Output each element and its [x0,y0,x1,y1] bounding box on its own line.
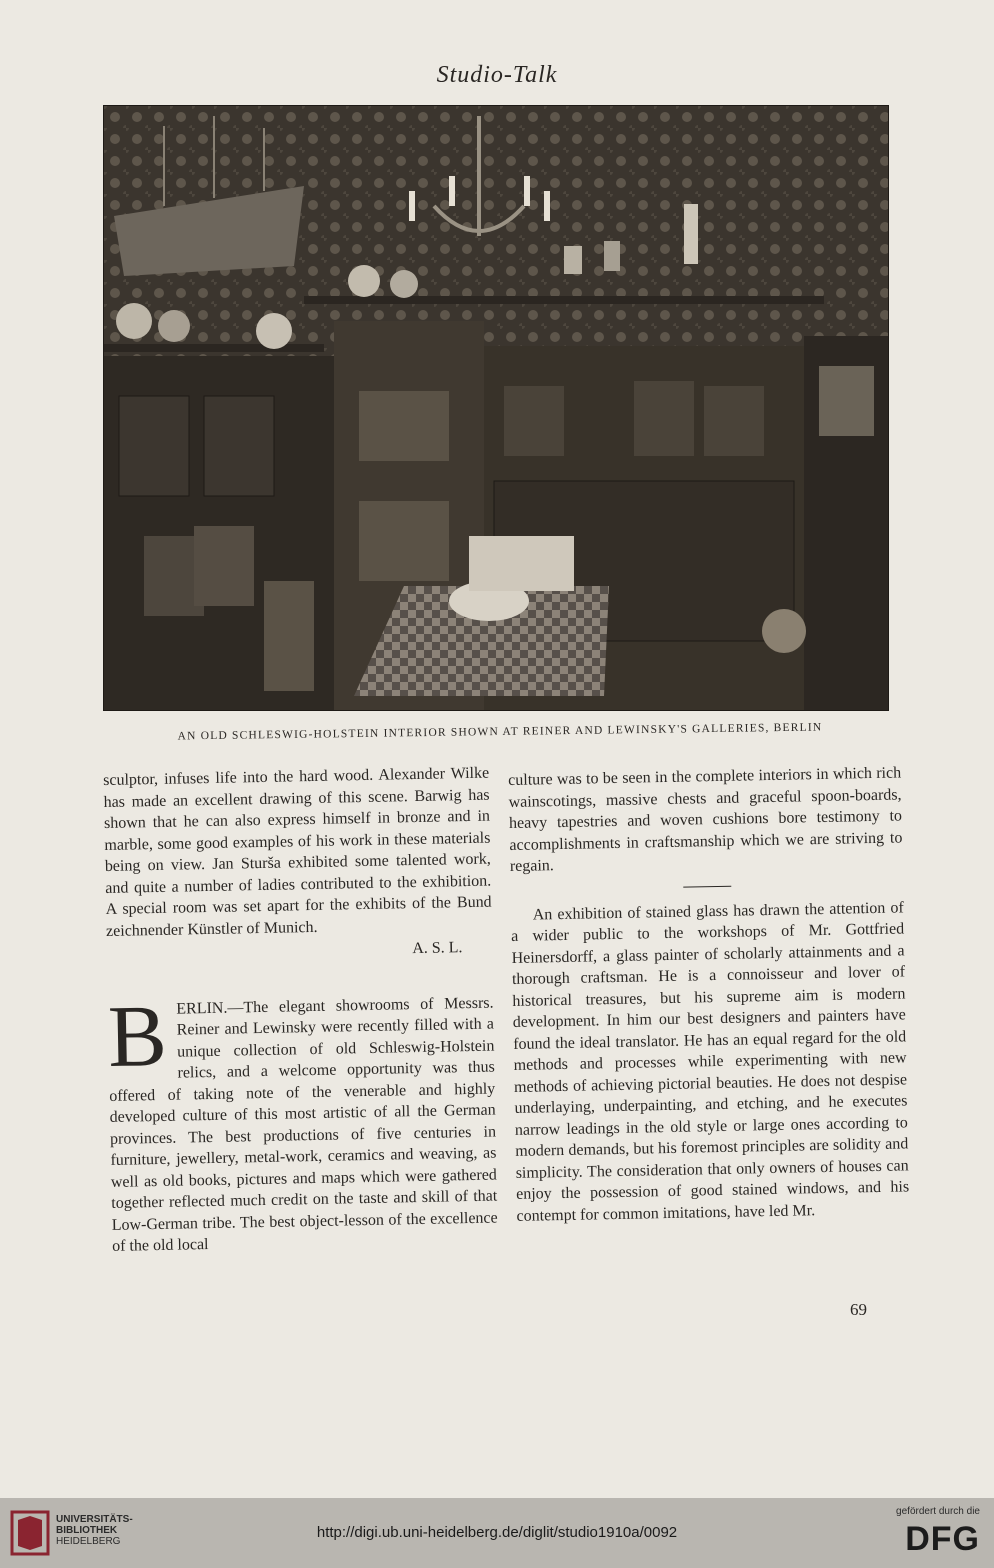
running-head: Studio-Talk [436,62,558,88]
right-paragraph-1: culture was to be seen in the complete interiors in which rich wainscotings, massive chests and graceful spoon-boards, heavy tapestries and woven cushions bore testimony to accomplishments in craftsmanship which we are striving to regain. [508,764,903,875]
right-column [508,762,910,1226]
left-paragraph-2-text: ERLIN.—The elegant showrooms of Messrs. Reiner and Lewinsky were recently filled with a unique collection of old Schleswig-Holstein relics, and a welcome opportunity was thus offered of taking note of the venerable and highly developed culture of this most artistic of all the German provinces. The best productions of five centuries in furniture, jewellery, metal-work, ceramics and weaving, as well as old books, pictures and maps which were gathered together reflected much credit on the taste and skill of that Low-German tribe. The best object-lesson of the excellence of the old local [109,994,498,1255]
section-divider [683,885,731,887]
photo-caption: AN OLD SCHLESWIG-HOLSTEIN INTERIOR SHOWN AT REINER AND LEWINSKY'S GALLERIES, BERLIN [177,721,823,743]
left-paragraph-1: sculptor, infuses life into the hard wood. Alexander Wilke has made an excellent drawing of this scene. Barwig has shown that he can also express himself in bronze and in marble, some good examples of his work in these materials being on view. Jan Sturša exhibited some talented work, and quite a number of ladies contributed to the exhibition. A special room was set apart for the exhibits of the Bund zeichnender Künstler of Munich. [103,764,492,940]
drop-cap: B [107,987,168,1086]
dfg-logo: DFG [905,1520,980,1558]
left-paragraph-2 [107,987,498,1257]
digitization-footer [0,1498,994,1568]
page-number: 69 [850,1300,867,1319]
right-paragraph-2: An exhibition of stained glass has drawn the attention of a wider public to the workshops of Mr. Gottfried Heinersdorff, a glass painter of scholarly attainments and a thorough craftsman. He is a connoisseur and lover of historical treasures, but his supreme aim is modern development. In him our best designers and painters have found the ideal translator. He has an equal regard for the old methods and processes while experimenting with new methods of achieving pictorial beauties. He does not despise underlaying, underpainting, and etching, and he executes narrow leadings in the old style or large ones according to modern demands, but his foremost principles are solidity and simplicity. The consideration that only owners of houses can enjoy the possession of good stained windows, and his contempt for common imitations, have led Mr. [511,898,910,1225]
author-signature: A. S. L. [412,939,463,958]
funder-text: gefördert durch die [896,1506,980,1517]
interior-photograph [103,105,889,711]
library-line-2: BIBLIOTHEK [56,1525,118,1536]
library-line-1: UNIVERSITÄTS- [56,1514,133,1525]
library-line-3: HEIDELBERG [56,1536,121,1547]
permalink-url[interactable]: http://digi.ub.uni-heidelberg.de/diglit/studio1910a/0092 [316,1524,678,1541]
left-column [103,763,498,1258]
funder-block [896,1506,980,1557]
